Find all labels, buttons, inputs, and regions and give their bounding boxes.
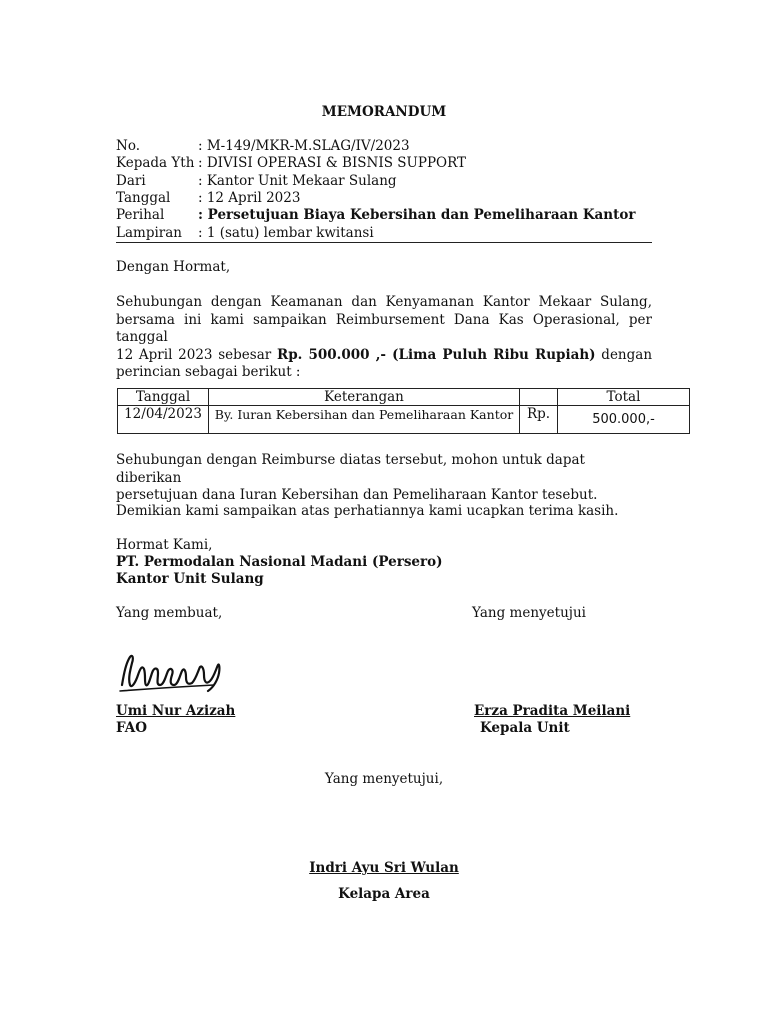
closing-text: Demikian kami sampaikan atas perhatiannya kami ucapkan terima kasih. [116, 503, 619, 519]
maker-title: FAO [116, 720, 148, 736]
followup-paragraph [116, 452, 652, 505]
body-line: bersama ini kami sampaikan Reimbursement Dana Kas Operasional, per tanggal [116, 311, 652, 345]
followup-line: Sehubungan dengan Reimburse diatas tersebut, mohon untuk dapat diberikan [116, 452, 585, 486]
area-approver-name: Indri Ayu Sri Wulan [309, 860, 459, 876]
header-value: : Kantor Unit Mekaar Sulang [198, 173, 397, 189]
header-label: Perihal [116, 207, 165, 223]
column-header: Tanggal [118, 389, 209, 406]
followup-line: persetujuan dana Iuran Kebersihan dan Pemeliharaan Kantor tesebut. [116, 487, 598, 503]
column-header: Total [558, 389, 690, 406]
body-text: dengan [601, 346, 653, 363]
column-header [520, 389, 558, 406]
greeting: Dengan Hormat, [116, 259, 231, 275]
body-text: 12 April 2023 sebesar [116, 346, 272, 363]
approver-title: Kepala Unit [480, 720, 570, 736]
header-value: : M-149/MKR-M.SLAG/IV/2023 [198, 138, 410, 154]
amount-text: Rp. 500.000 ,- (Lima Puluh Ribu Rupiah) [276, 346, 596, 363]
header-label: Kepada Yth [116, 155, 195, 171]
memo-title: MEMORANDUM [321, 104, 447, 120]
body-paragraph [116, 294, 652, 382]
maker-name: Umi Nur Azizah [116, 703, 236, 719]
table-header-row [118, 389, 690, 406]
approver-label: Yang menyetujui [472, 605, 586, 621]
body-line: perincian sebagai berikut : [116, 364, 301, 380]
table-cell-currency: Rp. [520, 406, 558, 434]
header-value: : 1 (satu) lembar kwitansi [198, 225, 374, 241]
header-divider [116, 242, 652, 243]
table-cell-description: By. Iuran Kebersihan dan Pemeliharaan Kantor [209, 406, 520, 434]
handwritten-signature [116, 645, 226, 697]
header-value: : 12 April 2023 [198, 190, 301, 206]
header-value: : DIVISI OPERASI & BISNIS SUPPORT [198, 155, 467, 171]
table-cell-date: 12/04/2023 [118, 406, 209, 434]
header-label: Tanggal [116, 190, 171, 206]
area-approver-title: Kelapa Area [338, 886, 430, 902]
table-cell-total: 500.000,- [558, 406, 690, 434]
approver-name: Erza Pradita Meilani [474, 703, 631, 719]
expense-table [117, 388, 690, 434]
table-row [118, 406, 690, 434]
area-approver-label: Yang menyetujui, [324, 771, 444, 787]
regards-text: Hormat Kami, [116, 537, 213, 553]
body-line [116, 347, 652, 365]
body-line: Sehubungan dengan Keamanan dan Kenyamanan Kantor Mekaar Sulang, [116, 294, 652, 310]
header-label: Lampiran [116, 225, 182, 241]
maker-label: Yang membuat, [116, 605, 223, 621]
column-header: Keterangan [209, 389, 520, 406]
company-name: PT. Permodalan Nasional Madani (Persero) [116, 554, 443, 570]
header-value: : Persetujuan Biaya Kebersihan dan Pemeliharaan Kantor [198, 207, 636, 223]
office-name: Kantor Unit Sulang [116, 571, 264, 587]
header-label: No. [116, 138, 140, 154]
header-label: Dari [116, 173, 146, 189]
